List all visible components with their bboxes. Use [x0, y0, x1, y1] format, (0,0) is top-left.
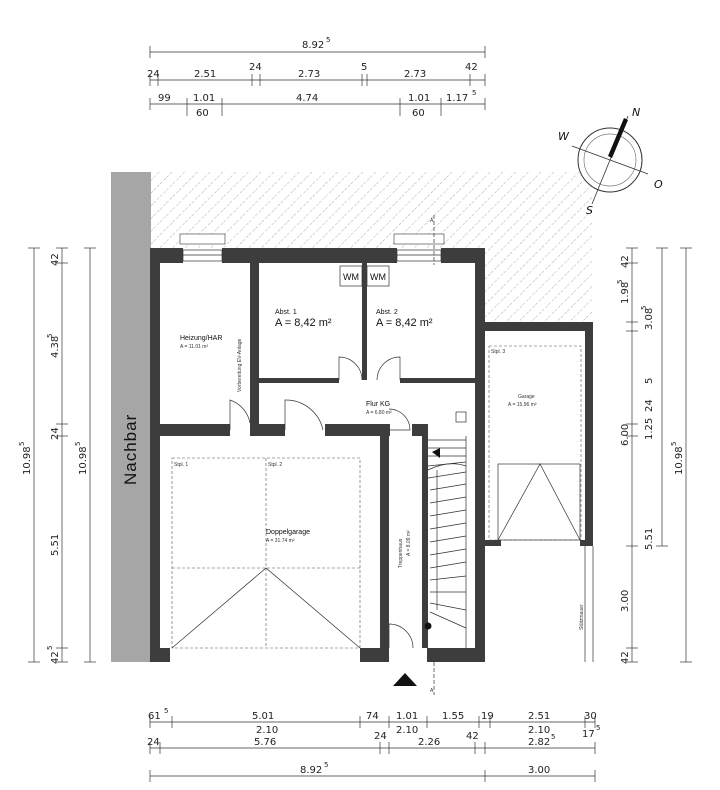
left-i-3: 5.51 [50, 533, 61, 556]
left-mid-sup: 5 [74, 441, 82, 446]
bot-r2-2: 24 [374, 731, 387, 742]
stpl3-label: Stpl. 3 [491, 349, 506, 355]
doppelgarage-area: A = 31.74 m² [266, 538, 295, 544]
bot-r2-5: 2.82 [528, 737, 551, 748]
left-dimensions [18, 248, 96, 664]
flur-area: A = 6.80 m² [366, 410, 392, 416]
bot-r2-1: 5.76 [254, 737, 277, 748]
heizung-note: Vorbereitung EV-Anlage [237, 338, 243, 392]
treppenhaus-area: A = 8.09 m² [406, 530, 412, 556]
stpl2-label: Stpl. 2 [268, 462, 283, 468]
compass-east: O [654, 178, 663, 191]
right-i-4: 24 [644, 399, 655, 412]
flur-name: Flur KG [366, 401, 391, 408]
outer-walls [150, 248, 485, 662]
compass-south: S [586, 204, 593, 217]
right-i-sup-0: 5 [616, 279, 624, 284]
left-i-sup-1: 5 [46, 645, 54, 650]
bot-r3-0: 8.92 [300, 765, 323, 776]
treppenhaus-name: Treppenhaus [398, 538, 404, 568]
stair-arrow [432, 448, 440, 458]
bot-r3-1: 3.00 [528, 765, 551, 776]
bot-r1-sub-3: 17 [582, 729, 595, 740]
garage-name: Garage [518, 394, 535, 400]
bot-r1-sub-2: 2.10 [528, 725, 551, 736]
garage-wall-note: Stützmauer [579, 604, 585, 630]
right-outer: 10.98 [674, 446, 685, 475]
bot-r2-4: 42 [466, 731, 479, 742]
left-mid: 10.98 [78, 446, 89, 475]
compass-north: N [632, 106, 641, 119]
stpl1-label: Stpl. 1 [174, 462, 189, 468]
heizung-area: A = 11.01 m² [180, 344, 209, 350]
bot-r1-3: 1.01 [396, 711, 419, 722]
left-i-0: 42 [50, 253, 61, 266]
bot-r1-4: 1.55 [442, 711, 465, 722]
bot-r2-sup: 5 [551, 733, 556, 741]
garage-annex [483, 322, 593, 662]
right-i-2: 3.08 [644, 307, 655, 330]
left-i-2: 24 [50, 427, 61, 440]
top-r3-sub-1: 60 [412, 108, 425, 119]
right-i-6: 6.00 [620, 423, 631, 446]
top-r2-0: 24 [147, 69, 160, 80]
right-i-3: 5 [644, 377, 655, 384]
top-r2-5: 2.73 [404, 69, 427, 80]
top-r3-1: 1.01 [193, 93, 216, 104]
bot-r1-1: 5.01 [252, 711, 275, 722]
heizung-name: Heizung/HAR [180, 335, 223, 342]
earth-hatch [150, 172, 592, 322]
top-r2-2: 24 [249, 62, 262, 73]
right-outer-sup: 5 [670, 441, 678, 446]
top-r3-sub-0: 60 [196, 108, 209, 119]
right-dimensions [616, 248, 692, 664]
left-i-1: 4.38 [50, 335, 61, 358]
right-i-sup-1: 5 [640, 305, 648, 310]
left-i-sup-0: 5 [46, 333, 54, 338]
abst1-area: A = 8,42 m² [275, 317, 332, 329]
entrance-triangle [393, 673, 417, 686]
right-i-5: 1.25 [644, 417, 655, 440]
bot-r1-5: 19 [481, 711, 494, 722]
top-total-sup: 5 [326, 36, 331, 44]
bot-r1-sub-0: 2.10 [256, 725, 279, 736]
wm-1-label: WM [343, 272, 359, 282]
bot-r1-6: 2.51 [528, 711, 551, 722]
top-r3-3: 1.01 [408, 93, 431, 104]
right-i-7: 5.51 [644, 527, 655, 550]
doppelgarage-name: Doppelgarage [266, 529, 310, 536]
bot-r1-7: 30 [584, 711, 597, 722]
section-mark-bottom: A [430, 688, 434, 694]
section-mark-top: A [430, 218, 434, 224]
compass-west: W [558, 130, 569, 143]
bot-r2-0: 24 [147, 737, 160, 748]
top-r3-4: 1.17 [446, 93, 469, 104]
left-outer: 10.98 [22, 446, 33, 475]
top-r2-3: 2.73 [298, 69, 321, 80]
bot-r1-sup: 5 [164, 707, 169, 715]
bot-r1-2: 74 [366, 711, 379, 722]
bot-r1-sub-sup: 5 [596, 724, 601, 732]
left-i-4: 42 [50, 651, 61, 664]
top-r3-0: 99 [158, 93, 171, 104]
right-i-0: 42 [620, 255, 631, 268]
parking-outlines [172, 346, 581, 648]
bot-r1-sub-1: 2.10 [396, 725, 419, 736]
bottom-dimensions [147, 707, 600, 782]
right-i-1: 1.98 [620, 281, 631, 304]
top-r3-2: 4.74 [296, 93, 319, 104]
top-dimensions [147, 36, 485, 119]
top-total: 8.92 [302, 40, 325, 51]
right-i-9: 42 [620, 651, 631, 664]
abst2-area: A = 8,42 m² [376, 317, 433, 329]
top-r3-sup: 5 [472, 89, 477, 97]
top-r2-4: 5 [361, 62, 368, 73]
left-outer-sup: 5 [18, 441, 26, 446]
top-r2-6: 42 [465, 62, 478, 73]
stairs [425, 412, 467, 648]
bot-r2-3: 2.26 [418, 737, 441, 748]
abst1-name: Abst. 1 [275, 309, 297, 316]
wm-2-label: WM [370, 272, 386, 282]
garage-area: A = 15.96 m² [508, 402, 537, 408]
top-r2-1: 2.51 [194, 69, 217, 80]
bot-r1-0: 61 [148, 711, 161, 722]
abst2-name: Abst. 2 [376, 309, 398, 316]
neighbor-label: Nachbar [121, 413, 140, 485]
bot-r3-sup: 5 [324, 761, 329, 769]
stair-point [425, 623, 432, 630]
right-i-8: 3.00 [620, 589, 631, 612]
